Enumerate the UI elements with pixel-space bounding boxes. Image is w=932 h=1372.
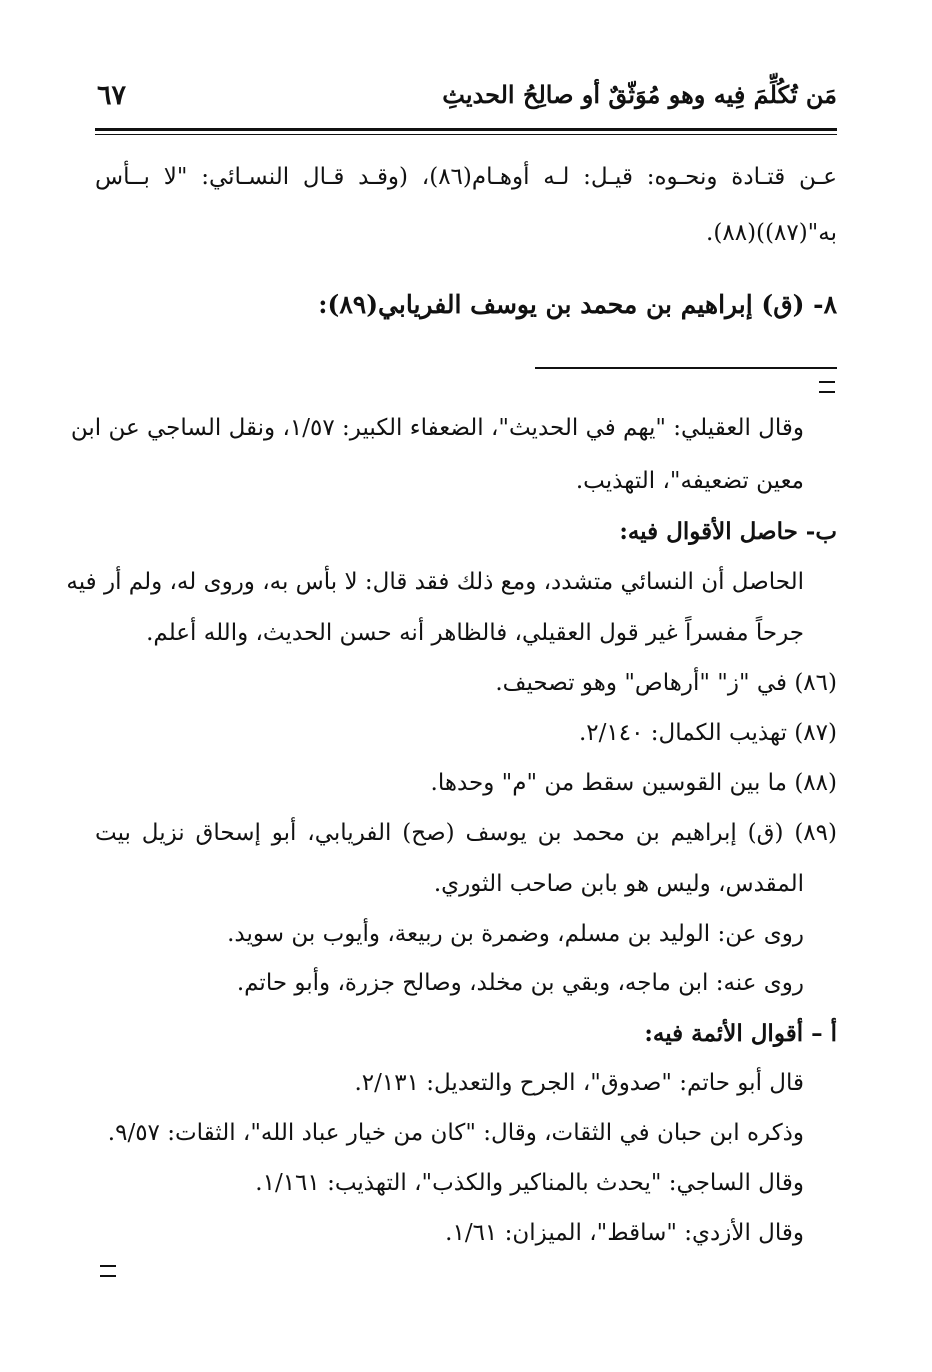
footnote-87: (٨٧) تهذيب الكمال: ٢/١٤٠.	[578, 720, 837, 746]
footnote-line: وقال العقيلي: "يهم في الحديث"، الضعفاء الكبير: ١/٥٧، ونقل الساجي عن ابن	[70, 415, 804, 441]
body-line: به"(٨٧))(٨٨).	[706, 220, 837, 246]
continued-marker	[819, 381, 835, 393]
header-rule-thin	[95, 134, 837, 135]
footnote-subheading: ب- حاصل الأقوال فيه:	[619, 518, 837, 545]
footnote-89: (٨٩) (ق) إبراهيم بن محمد بن يوسف (صح) الفريابي، أبو إسحاق نزيل بيت	[95, 820, 837, 846]
footnote-line: وقال الأزدي: "ساقط"، الميزان: ١/٦١.	[445, 1220, 804, 1246]
footnote-line: وذكره ابن حبان في الثقات، وقال: "كان من خيار عباد الله"، الثقات: ٩/٥٧.	[107, 1120, 804, 1146]
footnote-line: الحاصل أن النسائي متشدد، ومع ذلك فقد قال: لا بأس به، وروى له، ولم أر فيه	[66, 569, 804, 595]
footnote-line: المقدس، وليس هو بابن صاحب الثوري.	[433, 871, 804, 897]
footnote-subheading: أ – أقوال الأئمة فيه:	[644, 1020, 837, 1047]
continued-marker	[100, 1265, 116, 1277]
footnote-separator	[535, 367, 837, 369]
page-number: ٦٧	[97, 80, 127, 111]
footnote-line: جرحاً مفسراً غير قول العقيلي، فالظاهر أنه حسن الحديث، والله أعلم.	[146, 620, 804, 646]
footnote-88: (٨٨) ما بين القوسين سقط من "م" وحدها.	[430, 770, 837, 796]
header-rule	[95, 128, 837, 131]
body-line: عـن قتـادة ونحـوه: قيـل: لـه أوهـام(٨٦)، (وقـد قـال النسـائي: "لا بــأس	[95, 164, 837, 190]
footnote-line: روى عن: الوليد بن مسلم، وضمرة بن ربيعة، وأيوب بن سويد.	[227, 921, 804, 947]
footnote-line: روى عنه: ابن ماجه، وبقي بن مخلد، وصالح جزرة، وأبو حاتم.	[236, 970, 804, 996]
footnote-line: قال أبو حاتم: "صدوق"، الجرح والتعديل: ٢/١٣١.	[354, 1070, 804, 1096]
running-header-title: مَن تُكُلِّمَ فِيه وهو مُوَثّقٌ أو صالِحُ الحديثِ	[442, 80, 837, 109]
footnote-line: وقال الساجي: "يحدث بالمناكير والكذب"، التهذيب: ١/١٦١.	[255, 1170, 804, 1196]
footnote-86: (٨٦) في "ز" "أرهاص" وهو تصحيف.	[495, 670, 837, 696]
entry-heading: ٨- (ق) إبراهيم بن محمد بن يوسف الفريابي(٨٩):	[318, 290, 837, 319]
footnote-line: معين تضعيفه"، التهذيب.	[575, 468, 804, 494]
